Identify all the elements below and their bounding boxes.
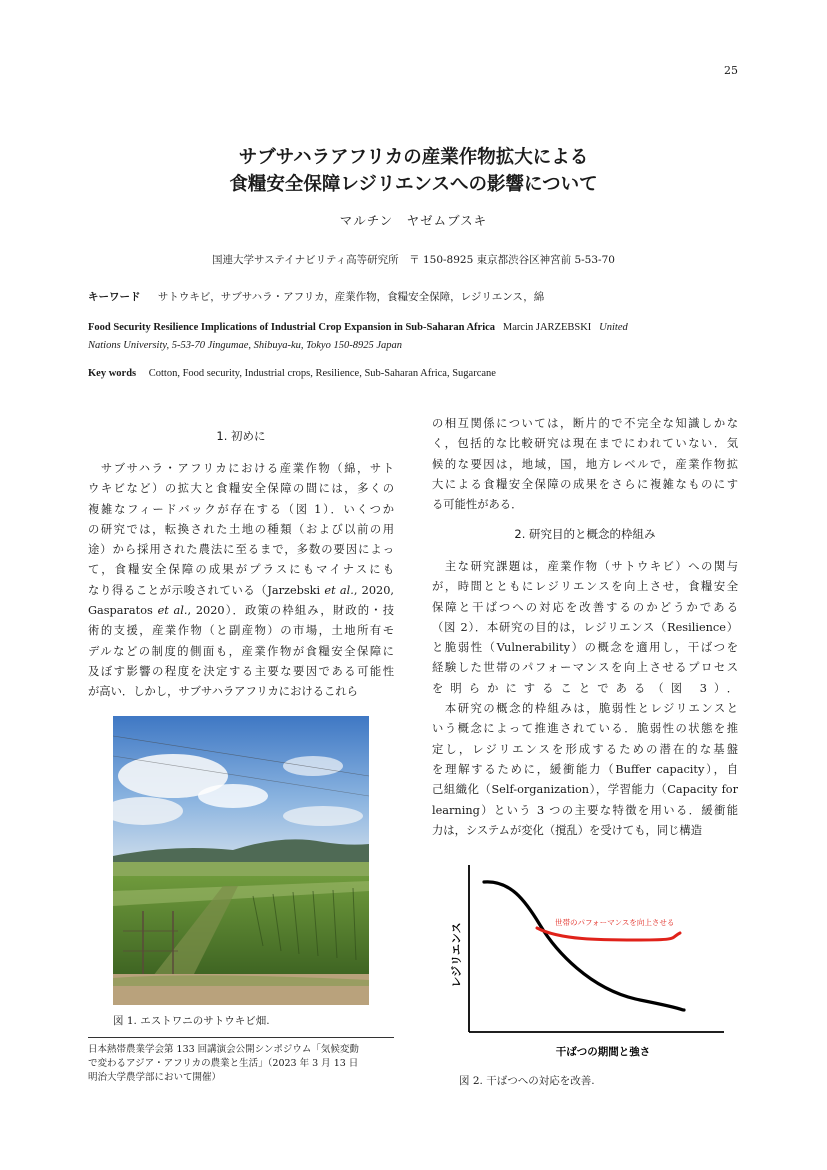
author-name: マルチン ヤゼムブスキ	[339, 213, 488, 228]
english-author: Marcin JARZEBSKI	[502, 322, 592, 333]
section-2-line: 主な研究課題は，産業作物（サトウキビ）への関与	[432, 560, 738, 573]
section-2-line: いう概念によって推進されている．脆弱性の状態を推	[432, 722, 738, 736]
section-1-line: サブサハラ・アフリカにおける産業作物（綿，サト	[88, 462, 394, 475]
section-2-line: と脆弱性（Vulnerability）の概念を適用し，干ばつを	[432, 641, 738, 655]
section-1-line: の研究では，転換された土地の種類（および以前の用	[88, 522, 394, 536]
section-1-line: Gasparatos et al., 2020）．政策の枠組み，財政的・技	[88, 604, 394, 618]
keywords-ja-label: キーワード	[88, 291, 141, 303]
section-1-line: 途）から採用された農法に至るまで，多数の要因によっ	[88, 543, 394, 557]
figure-2-caption: 図 2. 干ばつへの対応を改善.	[459, 1075, 595, 1087]
y-axis-label: レジリエンス	[450, 922, 463, 988]
right-column-line: る可能性がある．	[432, 498, 523, 512]
section-2-line: を明らかにすることである（図 3）．	[432, 681, 738, 695]
title-line-2: 食糧安全保障レジリエンスへの影響について	[229, 174, 598, 195]
section-2-line: 保障と干ばつへの対応を改善するのかどうかである	[432, 600, 738, 614]
section-2-body	[432, 557, 738, 841]
figure-1-caption: 図 1. エストワニのサトウキビ畑.	[113, 1015, 270, 1027]
keywords-en-text: Cotton, Food security, Industrial crops, Resilience, Sub-Saharan Africa, Sugarcane	[148, 368, 496, 379]
footnote-rule	[88, 1037, 394, 1038]
keywords-en-label: Key words	[88, 368, 137, 379]
section-2-line: 定し，レジリエンスを形成するための潜在的な基盤	[432, 742, 738, 756]
section-1-line: が高い．しかし，サブサハラアフリカにおけるこれら	[88, 685, 358, 699]
sugarcane-field-photo	[113, 716, 369, 1005]
section-2-line: 力は，システムが変化（撹乱）を受けても，同じ構造	[432, 823, 702, 837]
section-2-line: 本研究の概念的枠組みは，脆弱性とレジリエンスと	[432, 702, 738, 716]
english-affiliation-2: Nations University, 5-53-70 Jingumae, Shibuya-ku, Tokyo 150-8925 Japan	[88, 340, 402, 351]
section-2-line: （図 2）．本研究の目的は，レジリエンス（Resilience）	[432, 620, 738, 634]
x-axis-label: 干ばつの期間と強さ	[555, 1046, 651, 1058]
section-1-body	[88, 459, 394, 703]
keywords-en	[88, 368, 496, 379]
right-column-line: 候的な要因は，地域，国，地方レベルで，産業作物拡	[432, 457, 738, 471]
section-1-line: 複雑なフィードバックが存在する（図 1）．いくつか	[88, 502, 394, 516]
section-2-line: 己組織化（Self-organization），学習能力（Capacity for	[432, 783, 738, 797]
keywords-ja-text: サトウキビ，サブサハラ・アフリカ，産業作物，食糧安全保障，レジリエンス，綿	[157, 291, 545, 303]
section-2-line: が，時間とともにレジリエンスを向上させ，食糧安全	[432, 580, 738, 594]
footnote-line-1: 日本熱帯農業学会第 133 回講演会公開シンポジウム「気候変動	[88, 1044, 359, 1055]
section-1-line: ウキビなど）の拡大と食糧安全保障の間には，多くの	[88, 482, 394, 496]
baseline-resilience-curve	[484, 882, 684, 1010]
section-1-line: 及ぼす影響の程度を決定する主要な要因である可能性	[88, 664, 394, 678]
section-1-heading: 1. 初めに	[216, 429, 266, 443]
keywords-ja	[88, 289, 544, 304]
section-2-line: を理解するために，緩衝能力（Buffer capacity），自	[432, 762, 738, 776]
footnote-line-3: 明治大学農学部において開催）	[88, 1072, 222, 1083]
paper-title	[0, 144, 827, 198]
section-1-line: デルなどの制度的側面も，産業作物が食糧安全保障に	[88, 644, 394, 658]
page-number: 25	[724, 64, 738, 77]
section-1-line: て，食糧安全保障の成果がプラスにもマイナスにも	[88, 563, 394, 577]
resilience-diagram-svg	[440, 850, 740, 1070]
section-2-heading: 2. 研究目的と概念的枠組み	[514, 527, 656, 541]
english-title: Food Security Resilience Implications of Industrial Crop Expansion in Sub-Saharan Africa	[88, 322, 496, 333]
right-column-line: く，包括的な比較研究は現在までにわれていない．気	[432, 437, 738, 451]
resilience-diagram	[440, 850, 740, 1070]
footnote-line-2: で変わるアジア・アフリカの農業と生活」（2023 年 3 月 13 日	[88, 1058, 359, 1069]
english-affiliation-1: United	[599, 322, 628, 333]
english-reference	[88, 319, 740, 355]
section-2-line: learning）という 3 つの主要な特徴を用いる．緩衝能	[432, 803, 738, 817]
right-column-line: 大による食糧安全保障の成果をさらに複雑なものにす	[432, 477, 738, 491]
improved-resilience-curve	[537, 928, 680, 940]
right-column-continuation	[432, 414, 738, 515]
footnote	[88, 1043, 398, 1085]
title-line-1: サブサハラアフリカの産業作物拡大による	[238, 147, 589, 168]
improved-curve-label: 世帯のパフォーマンスを向上させる	[555, 918, 675, 927]
section-1-line: 術的支援，産業作物（と副産物）の市場，土地所有モ	[88, 624, 394, 638]
section-2-line: 経験した世帯のパフォーマンスを向上させるプロセス	[432, 661, 738, 675]
right-column-line: の相互関係については，断片的で不完全な知識しかな	[432, 417, 738, 430]
affiliation: 国連大学サステイナビリティ高等研究所 〒 150-8925 東京都渋谷区神宮前 5-53-70	[212, 254, 615, 266]
section-1-line: なり得ることが示唆されている（Jarzebski et al., 2020,	[88, 583, 394, 597]
